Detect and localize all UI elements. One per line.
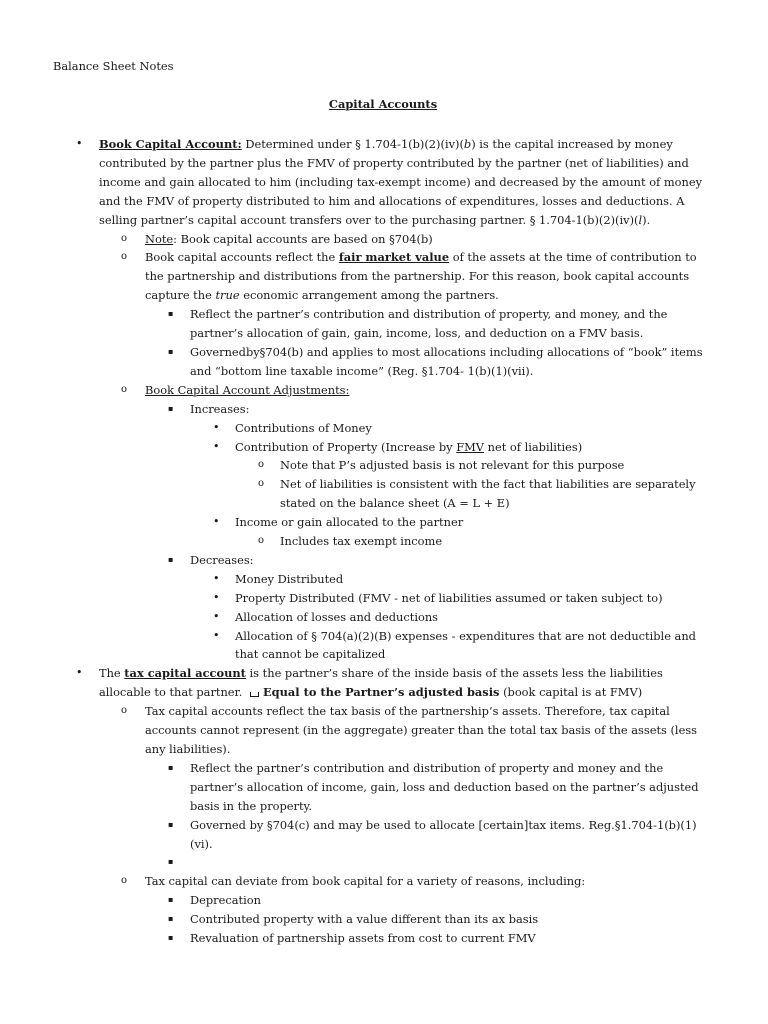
bullet-marker: • bbox=[213, 515, 220, 529]
bullet-marker: ▪ bbox=[168, 403, 174, 413]
bullet-marker: • bbox=[213, 590, 220, 604]
list-item-text: net of liabilities) bbox=[484, 439, 583, 454]
bullet-marker: o bbox=[121, 875, 128, 887]
arrow-symbol-icon bbox=[250, 692, 259, 697]
bullet-book-capital-account bbox=[0, 135, 768, 230]
bullet-marker: • bbox=[76, 666, 83, 680]
fmv-italic: true bbox=[215, 288, 240, 303]
list-item-note bbox=[0, 230, 768, 249]
note-label: Note bbox=[145, 231, 174, 246]
list-item-text: Tax capital can deviate from book capital for a variety of reasons, including: bbox=[145, 874, 586, 889]
list-item-text: Contributions of Money bbox=[235, 420, 372, 435]
bullet-marker: o bbox=[121, 232, 128, 244]
list-item-text: Governedby§704(b) and applies to most allocations including allocations of “book” items and “bottom line taxable income” (Reg. §1.704- 1(b)(1)(vii). bbox=[190, 344, 703, 378]
list-item-text: Increases: bbox=[190, 401, 250, 416]
list-item-text: Note that P’s adjusted basis is not relevant for this purpose bbox=[280, 458, 625, 473]
list-item-note-basis bbox=[0, 456, 768, 475]
equal-adjusted-basis: Equal to the Partner’s adjusted basis bbox=[262, 685, 500, 700]
page-header: Balance Sheet Notes bbox=[53, 59, 174, 73]
list-item-text: Money Distributed bbox=[235, 571, 344, 586]
list-item-fair-market-value bbox=[0, 248, 768, 305]
list-item-text: Allocation of losses and deductions bbox=[235, 609, 439, 624]
adjustments-heading: Book Capital Account Adjustments: bbox=[145, 382, 350, 397]
list-item-text: Allocation of § 704(a)(2)(B) expenses - expenditures that are not deductible and that cannot be capitalized bbox=[235, 628, 696, 662]
bullet-marker: o bbox=[258, 535, 265, 547]
list-item-depreciation bbox=[0, 891, 768, 910]
bullet-marker: • bbox=[213, 628, 220, 642]
bullet-marker: ▪ bbox=[168, 857, 174, 867]
book-capital-term: Book Capital Account: bbox=[99, 137, 242, 151]
list-item-text: Decreases: bbox=[190, 552, 254, 567]
bullet-marker: • bbox=[213, 571, 220, 585]
book-desc-part: Determined under § 1.704-1(b)(2)(iv)( bbox=[241, 137, 464, 151]
fmv-text: Book capital accounts reflect the bbox=[145, 250, 339, 265]
bullet-marker: ▪ bbox=[168, 346, 174, 356]
list-item-allocation-losses bbox=[0, 608, 768, 627]
list-item-text: Revaluation of partnership assets from cost to current FMV bbox=[190, 931, 536, 946]
bullet-marker: ▪ bbox=[168, 554, 174, 564]
bullet-marker: ▪ bbox=[168, 895, 174, 905]
fmv-text: economic arrangement among the partners. bbox=[239, 288, 499, 303]
tax-intro: is the partner’s share of the inside basis of the assets less the liabilities allocable to that partner. bbox=[99, 666, 663, 700]
bullet-marker: • bbox=[213, 420, 220, 434]
list-item-increases bbox=[0, 400, 768, 419]
list-item-text: Contributed property with a value different than its ax basis bbox=[190, 912, 539, 927]
bullet-marker: ▪ bbox=[168, 933, 174, 943]
fmv-underlined: FMV bbox=[456, 439, 484, 454]
list-item-text: Reflect the partner’s contribution and distribution of property and money and the partner’s allocation of income, gain, loss and deduction based on the partner’s adjusted basis in the property. bbox=[190, 760, 699, 813]
list-item-net-liabilities bbox=[0, 475, 768, 513]
note-text: : Book capital accounts are based on §704(b) bbox=[173, 231, 433, 246]
fmv-term: fair market value bbox=[338, 250, 450, 265]
book-desc-part: ) is the capital increased by money contributed by the partner plus the FMV of property contributed by the partner (net of liabilities) and income and gain allocated to him (including tax-exempt income) and decreased by the amount of money and the FMV of property distributed to him and allocations of expenditures, losses and deductions. A selling partner’s capital account transfers over to the purchasing partner. § 1.704-1(b)(2)(iv)( bbox=[99, 137, 703, 227]
list-item-text: Net of liabilities is consistent with the fact that liabilities are separately stated on the balance sheet (A = L + E) bbox=[280, 477, 696, 511]
list-item-reflect-fmv bbox=[0, 305, 768, 343]
bullet-marker: o bbox=[121, 705, 128, 717]
list-item-text: Property Distributed (FMV - net of liabilities assumed or taken subject to) bbox=[235, 590, 663, 605]
bullet-marker: o bbox=[258, 459, 265, 471]
bullet-marker: • bbox=[213, 609, 220, 623]
bullet-marker: o bbox=[121, 251, 128, 263]
bullet-tax-capital-account bbox=[0, 664, 768, 702]
list-item-tax-exempt bbox=[0, 532, 768, 551]
book-desc-part: ). bbox=[642, 212, 651, 227]
book-desc-italic: b bbox=[463, 137, 472, 151]
list-item-text: Tax capital accounts reflect the tax basis of the partnership’s assets. Therefore, tax capital accounts cannot represent (in the aggregate) greater than the total tax basis of the assets (less any liabilities). bbox=[145, 704, 698, 756]
list-item-tax-reflect bbox=[0, 759, 768, 816]
list-item-adjustments bbox=[0, 381, 768, 400]
list-item-text: Contribution of Property (Increase by bbox=[235, 439, 457, 454]
list-item-revaluation bbox=[0, 929, 768, 948]
list-item-text: Includes tax exempt income bbox=[280, 534, 443, 549]
list-item-contributed-property bbox=[0, 910, 768, 929]
list-item-income-gain bbox=[0, 513, 768, 532]
list-item-allocation-704 bbox=[0, 627, 768, 665]
list-item-text: Deprecation bbox=[190, 893, 261, 908]
list-item-decreases bbox=[0, 551, 768, 570]
list-item-text: Income or gain allocated to the partner bbox=[235, 515, 464, 530]
bullet-marker: ▪ bbox=[168, 762, 174, 772]
bullet-marker: o bbox=[258, 478, 265, 490]
tax-intro: The bbox=[99, 666, 125, 681]
list-item-governed-704c bbox=[0, 816, 768, 854]
tax-capital-term: tax capital account bbox=[124, 666, 246, 681]
list-item-text: Reflect the partner’s contribution and distribution of property, and money, and the partner’s allocation of gain, gain, income, loss, and deduction on a FMV basis. bbox=[190, 307, 668, 341]
page-title: Capital Accounts bbox=[328, 97, 438, 111]
list-item-deviate bbox=[0, 872, 768, 891]
bullet-marker: • bbox=[76, 137, 83, 150]
bullet-marker: ▪ bbox=[168, 819, 174, 829]
bullet-marker: ▪ bbox=[168, 914, 174, 924]
list-item-tax-basis bbox=[0, 702, 768, 759]
bullet-marker: • bbox=[213, 439, 220, 453]
list-item-empty bbox=[0, 853, 768, 872]
list-item-governed-704b bbox=[0, 343, 768, 381]
tax-intro-tail: (book capital is at FMV) bbox=[499, 685, 643, 700]
list-item-money-distributed bbox=[0, 570, 768, 589]
book-desc-italic: l bbox=[638, 212, 643, 227]
bullet-marker: ▪ bbox=[168, 309, 174, 319]
bullet-marker: o bbox=[121, 383, 128, 395]
list-item-contrib-money bbox=[0, 419, 768, 438]
list-item-property-distributed bbox=[0, 589, 768, 608]
list-item-text: Governed by §704(c) and may be used to allocate [certain]tax items. Reg.§1.704-1(b)(1)(vi). bbox=[190, 817, 697, 851]
notes-body bbox=[0, 135, 768, 948]
list-item-contrib-property bbox=[0, 438, 768, 457]
fmv-text: of the assets at the time of contribution to the partnership and distributions from the partnership. For this reason, book capital accounts capture the bbox=[145, 250, 697, 303]
